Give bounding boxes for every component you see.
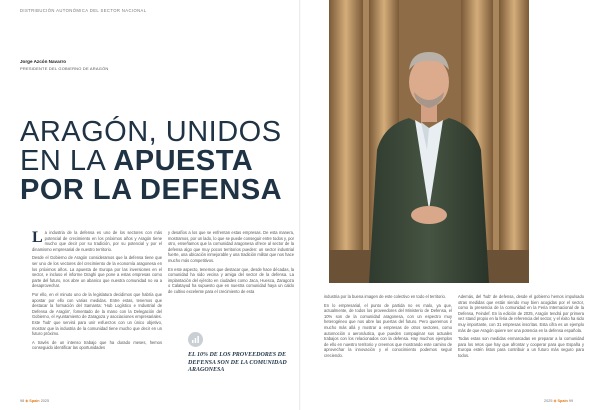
portrait-photo xyxy=(329,0,529,283)
footer-year: 2025 xyxy=(544,399,553,403)
page-gutter xyxy=(299,0,301,410)
paragraph: A través de un intenso trabajo que ha durado meses, hemos conseguido identificar las oportunidades xyxy=(32,339,162,351)
paragraph: industria por la buena imagen de este colectivo en todo el territorio. xyxy=(324,294,446,299)
footer-right xyxy=(544,398,573,403)
paragraph: En lo empresarial, el punto de partida no es malo, ya que, actualmente, de todos los proveedores del Ministerio de Defensa, el 10% son de la comunidad aragonesa, con un espectro muy heterogéneo que nos abre las puertas del futuro. Pero queremos ir mucho más allá y mostrar a empresas de otros sectores, como automoción o aeronáutica, que pueden compaginar sus actuales trabajos con los relacionados con la defensa. Hay muchos ejemplos de ello en nuestro territorio y creemos que mostrando este camino de aprovechar la innovación y el conocimiento podemos seguir creciendo. xyxy=(324,302,452,358)
page-number: 98 xyxy=(20,399,25,403)
brand-name: Spain xyxy=(29,399,40,403)
photo-illustration xyxy=(329,0,529,283)
paragraph xyxy=(32,230,162,252)
footer-left xyxy=(20,398,49,403)
footer-year: 2025 xyxy=(40,399,50,403)
column-3 xyxy=(324,294,452,362)
column-2 xyxy=(168,230,294,298)
paragraph: Desde el Gobierno de Aragón consideramos que la defensa tiene que ser uno de los vectores del crecimiento de la economía aragonesa en los próximos años. La apuesta de Europa por las inversiones en el sector, e incluso el informe Draghi que pone a estas empresas como parte del futuro, nos abre un abanico que nuestra comunidad no va a desaprovechar. xyxy=(32,255,162,289)
brand-name: Spain xyxy=(557,399,568,403)
bar-chart-icon xyxy=(191,335,200,344)
headline xyxy=(20,118,320,205)
paragraph: Por ello, en el minuto uno de la legislatura decidimos que habría que apostar por ello con varias medidas. Entre estas, tenemos que destacar la formación del Samanta: 'Hub Logístico e Industrial de Defensa de Aragón', fomentado de la mano con la Delegación del Gobierno, el Ayuntamiento de Zaragoza y asociaciones empresariales. Este 'hub' que servirá para unir esfuerzos con un único objetivo, mostrar que la industria de la comunidad tiene mucho que decir en un futuro próximo. xyxy=(32,291,162,337)
headline-line-3-text: POR LA DEFENSA xyxy=(20,174,283,206)
paragraph-text: a industria de la defensa es uno de los sectores con más potencial de crecimiento en los próximos años y Aragón tiene mucho que decir por su tradición, por su potencial y por el dinamismo empresarial de nuestro territorio. xyxy=(32,230,162,252)
headline-line-1: ARAGÓN, UNIDOS xyxy=(20,116,282,148)
paragraph: Además, del 'hub' de defensa, desde el gobierno hemos impulsado otras medidas que están siendo muy bien acogidas por el sector, como la presencia de la comunidad en la Feria Internacional de la Defensa, Feindef. En la edición de 2025, Aragón tendrá por primera vez stand propio en la feria de referencia del sector, y el éxito ha sido muy importante, con 31 empresas inscritas. Esta cifra es un ejemplo más de que Aragón quiere ser una potencia en la defensa española. xyxy=(458,294,584,333)
author-role: PRESIDENTE DEL GOBIERNO DE ARAGÓN xyxy=(20,66,109,71)
column-4 xyxy=(458,294,584,362)
page-number: 99 xyxy=(568,399,574,403)
brand-icon: ◈ xyxy=(25,399,29,403)
headline-line-2-bold: APUESTA xyxy=(113,145,254,177)
pull-quote-text: EL 10% DE LOS PROVEEDORES DE DEFENSA SON DE LA COMUNIDAD ARAGONESA xyxy=(188,352,287,373)
section-label: DISTRIBUCIÓN AUTONÓMICA DEL SECTOR NACIONAL xyxy=(20,8,147,13)
column-1 xyxy=(32,230,162,354)
chart-icon xyxy=(188,332,203,347)
paragraph: y desafíos a los que se enfrentan estas empresas. De esta manera, mostramos, por un lado, lo que se puede conseguir entre todos y, por otro, enseñamos que la comunidad aragonesa ofrece al sector de la defensa algo que muy pocos territorios pueden: un sector industrial fuerte, una ubicación inmejorable y una tradición militar que nos hace mucho más competitivos. xyxy=(168,230,294,263)
brand-icon: ◈ xyxy=(553,399,557,403)
paragraph: Todas estas son medidas enmarcadas en preparar a la comunidad para los retos que hay que afrontar y cooperar para que España y Europa estén listos para contribuir a un futuro más seguro para todos. xyxy=(458,336,584,358)
author-name: Jorge Azcón Navarro xyxy=(20,59,67,64)
drop-cap: L xyxy=(32,229,43,246)
paragraph: En este aspecto, tenemos que destacar que, desde hace décadas, la comunidad ha sido vecina y amiga del sector de la defensa. La implantación del ejército en ciudades como Jaca, Huesca, Zaragoza o Calatayud ha supuesto que en nuestra comunidad haya un caldo de cultivo excelente para el crecimiento de esta xyxy=(168,266,294,294)
headline-line-3 xyxy=(20,176,320,205)
headline-line-2-light: EN LA xyxy=(20,145,114,177)
headline-line-2 xyxy=(20,147,320,176)
